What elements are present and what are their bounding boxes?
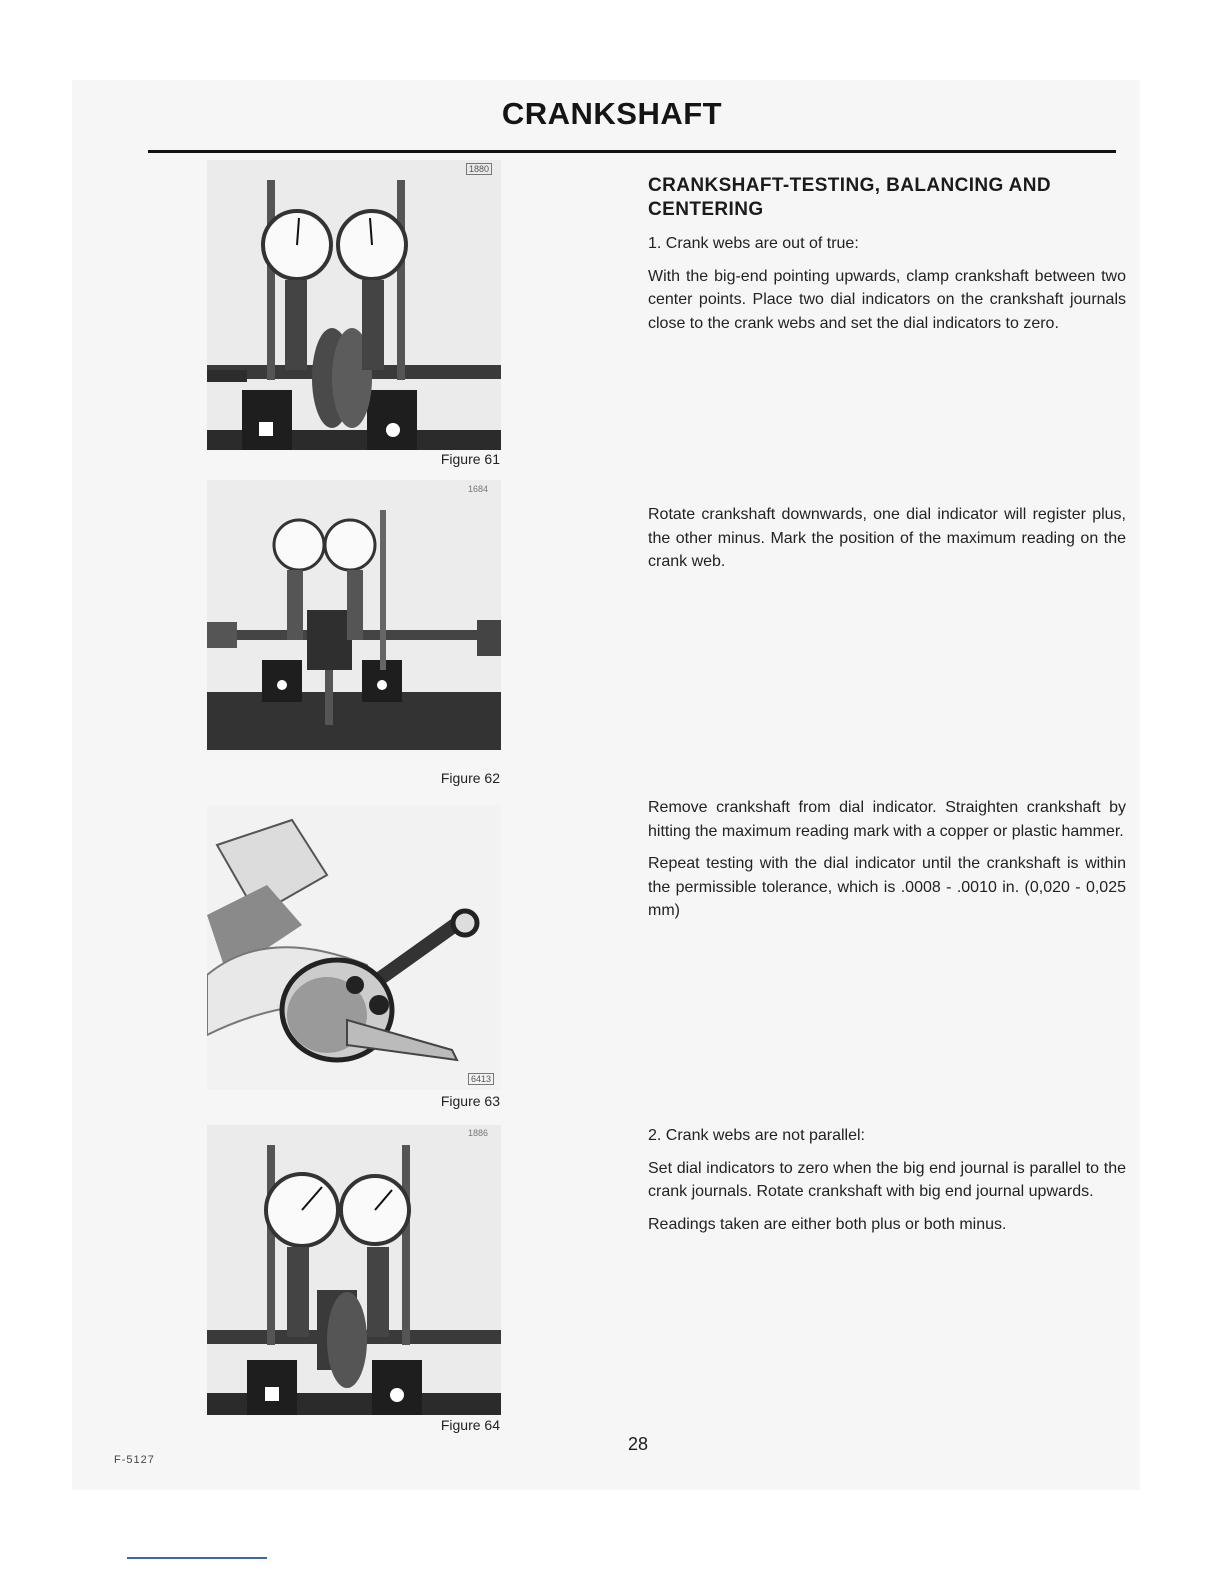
figure-61-caption: Figure 61 <box>440 451 500 467</box>
step-1-paragraph-3: Remove crankshaft from dial indicator. Straighten crankshaft by hitting the maximum reading mark with a copper or plastic hammer. <box>648 799 1126 840</box>
page-number: 28 <box>627 1434 649 1454</box>
figure-61-ref: 1880 <box>466 163 492 175</box>
page-title: CRANKSHAFT <box>501 96 723 131</box>
figure-63-caption: Figure 63 <box>440 1093 500 1109</box>
figure-62-caption: Figure 62 <box>440 770 500 786</box>
bottom-link-line <box>127 1557 267 1559</box>
section-heading: CRANKSHAFT-TESTING, BALANCING AND CENTERING <box>648 175 1052 220</box>
section-block-1 <box>648 174 1126 335</box>
section-block-4 <box>648 1124 1126 1236</box>
figure-64-photo <box>207 1125 501 1415</box>
figure-62-photo <box>207 480 501 750</box>
step-2-title: 2. Crank webs are not parallel: <box>648 1127 865 1144</box>
title-rule <box>148 150 1116 153</box>
figure-63-ref: 6413 <box>468 1073 494 1085</box>
figure-64-caption: Figure 64 <box>440 1417 500 1433</box>
step-1-paragraph-4: Repeat testing with the dial indicator until the crankshaft is within the permissible tolerance, which is .0008 - .0010 in. (0,020 - 0,025 mm) <box>648 855 1126 919</box>
step-1-paragraph-2: Rotate crankshaft downwards, one dial indicator will register plus, the other minus. Mark the position of the maximum reading on the crank web. <box>648 506 1126 570</box>
figure-62-ref: 1684 <box>468 484 489 494</box>
step-2-paragraph-2: Readings taken are either both plus or both minus. <box>648 1215 1007 1233</box>
section-block-3 <box>648 796 1126 923</box>
step-2-paragraph-1: Set dial indicators to zero when the big end journal is parallel to the crank journals. Rotate crankshaft with big end journal upwards. <box>648 1159 1126 1200</box>
step-1-title: 1. Crank webs are out of true: <box>648 235 859 252</box>
figure-63-photo <box>207 805 501 1090</box>
figure-61-photo <box>207 160 501 450</box>
step-1-paragraph-1: With the big-end pointing upwards, clamp crankshaft between two center points. Place two dial indicators on the crankshaft journals close to the crank webs and set the dial indicators to zero. <box>648 267 1126 332</box>
document-code: F-5127 <box>114 1454 155 1466</box>
figure-64-ref: 1886 <box>468 1128 489 1138</box>
